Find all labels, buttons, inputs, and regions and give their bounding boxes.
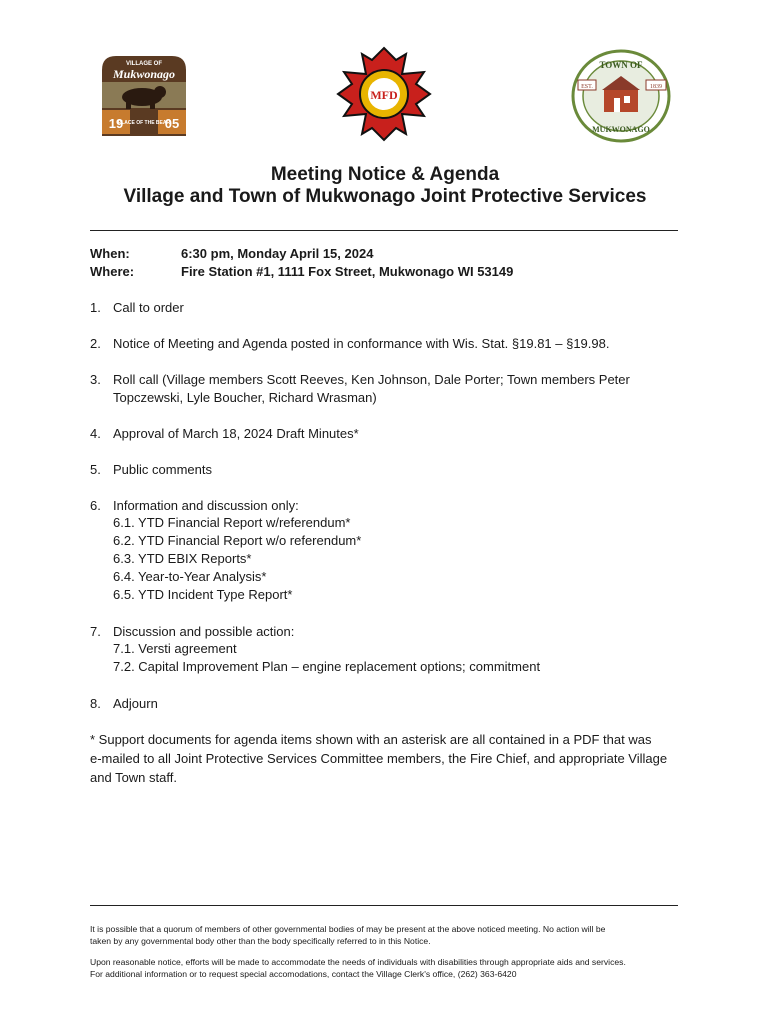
footer-quorum-line: It is possible that a quorum of members of other governmental bodies of may be present at the above noticed meeting. No action will be: [90, 924, 606, 934]
agenda-subitem: 7.2. Capital Improvement Plan – engine replacement options; commitment: [113, 659, 541, 674]
asterisk-note-line: and Town staff.: [90, 770, 177, 785]
when-label: When:: [90, 246, 130, 261]
footer-divider: [90, 905, 678, 906]
title-line-2: Village and Town of Mukwonago Joint Protective Services: [123, 186, 647, 207]
agenda-subitem: 6.5. YTD Incident Type Report*: [113, 587, 293, 602]
fire-department-logo: [336, 46, 432, 142]
agenda-subitem: 7.1. Versti agreement: [113, 641, 237, 656]
footer-accommodation-line: Upon reasonable notice, efforts will be made to accommodate the needs of individuals with disabilities through appropriate aids and services.: [90, 957, 626, 967]
svg-text:05: 05: [164, 116, 180, 131]
svg-text:MUKWONAGO: MUKWONAGO: [592, 125, 650, 134]
asterisk-note-line: * Support documents for agenda items shown with an asterisk are all contained in a PDF that was: [90, 732, 652, 747]
village-of-mukwonago-logo: [98, 52, 190, 140]
where-label: Where:: [90, 264, 135, 279]
svg-text:TOWN OF: TOWN OF: [599, 60, 643, 70]
footer-accommodation-line: For additional information or to request special accomodations, contact the Village Clerk's office, (262) 363-6420: [90, 969, 517, 979]
svg-text:EST.: EST.: [581, 84, 593, 90]
when-value: 6:30 pm, Monday April 15, 2024: [181, 246, 374, 261]
svg-text:PLACE OF THE BEAR: PLACE OF THE BEAR: [117, 120, 171, 126]
title-line-1: Meeting Notice & Agenda: [270, 164, 500, 185]
svg-text:1839: 1839: [650, 84, 662, 90]
agenda-subitem: 6.1. YTD Financial Report w/referendum*: [113, 515, 351, 530]
header-divider: [90, 230, 678, 231]
footer-quorum-line: taken by any governmental body other than the body specifically referred to in this Notice.: [90, 936, 431, 946]
asterisk-note-line: e-mailed to all Joint Protective Services Committee members, the Fire Chief, and appropriate Village: [90, 751, 668, 766]
agenda-subitem: 6.4. Year-to-Year Analysis*: [113, 569, 267, 584]
svg-text:MFD: MFD: [370, 88, 398, 102]
svg-text:19: 19: [108, 116, 124, 131]
where-value: Fire Station #1, 1111 Fox Street, Mukwonago WI 53149: [181, 264, 514, 279]
agenda-subitem: 6.2. YTD Financial Report w/o referendum*: [113, 533, 362, 548]
town-of-mukwonago-seal: [570, 48, 672, 144]
svg-text:Mukwonago: Mukwonago: [112, 67, 176, 81]
agenda-subitem: 6.3. YTD EBIX Reports*: [113, 551, 252, 566]
svg-text:VILLAGE OF: VILLAGE OF: [126, 61, 162, 67]
